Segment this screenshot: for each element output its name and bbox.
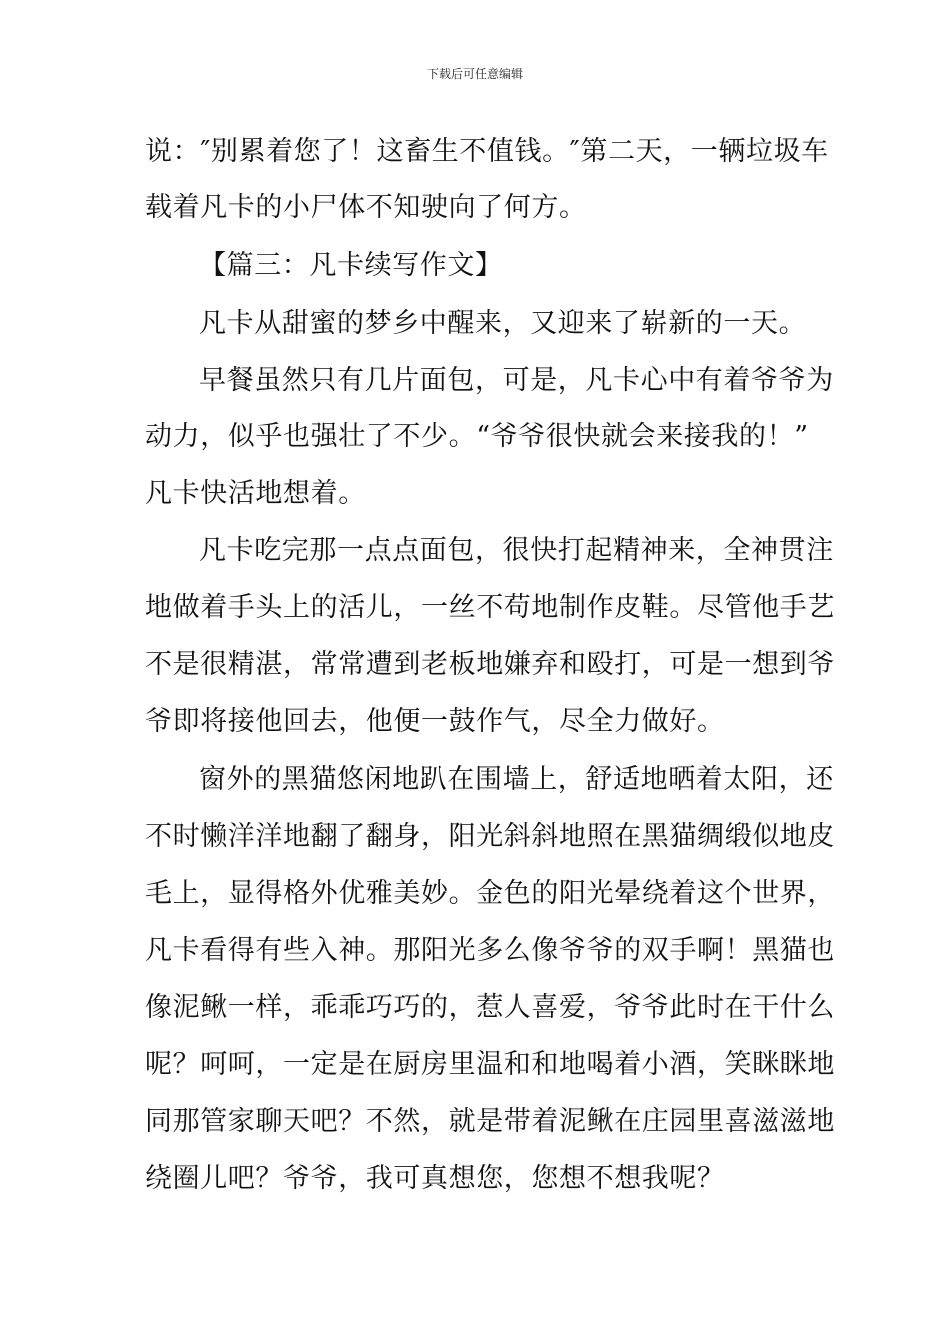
text-line: 载着凡卡的小尸体不知驶向了何方。 <box>145 192 587 223</box>
text-line: 不是很精湛，常常遭到老板地嫌弃和殴打，可是一想到爷 <box>145 649 835 680</box>
text-line: 说：″别累着您了！这畜生不值钱。″第二天，一辆垃圾车 <box>145 136 829 167</box>
section-heading: 【篇三：凡卡续写作文】 <box>199 250 503 281</box>
text-line: 同那管家聊天吧？不然，就是带着泥鳅在庄园里喜滋滋地 <box>145 1106 835 1137</box>
text-line: 呢？呵呵，一定是在厨房里温和和地喝着小酒，笑眯眯地 <box>145 1049 835 1080</box>
text-line: 不时懒洋洋地翻了翻身，阳光斜斜地照在黑猫绸缎似地皮 <box>145 821 835 852</box>
text-line: 毛上，显得格外优雅美妙。金色的阳光晕绕着这个世界， <box>145 878 835 909</box>
text-line: 像泥鳅一样，乖乖巧巧的，惹人喜爱，爷爷此时在干什么 <box>145 992 835 1023</box>
text-line: 绕圈儿吧？爷爷，我可真想您，您想不想我呢？ <box>145 1163 725 1194</box>
text-line: 地做着手头上的活儿，一丝不苟地制作皮鞋。尽管他手艺 <box>145 592 835 623</box>
text-line: 动力，似乎也强壮了不少。“爷爷很快就会来接我的！” <box>145 421 809 452</box>
paragraph-first-line: 早餐虽然只有几片面包，可是，凡卡心中有着爷爷为 <box>199 365 834 396</box>
paragraph-first-line: 凡卡从甜蜜的梦乡中醒来，又迎来了崭新的一天。 <box>199 308 807 339</box>
paragraph-first-line: 窗外的黑猫悠闲地趴在围墙上，舒适地晒着太阳，还 <box>199 764 834 795</box>
text-line: 爷即将接他回去，他便一鼓作气，尽全力做好。 <box>145 706 725 737</box>
text-line: 凡卡看得有些入神。那阳光多么像爷爷的双手啊！黑猫也 <box>145 935 835 966</box>
text-line: 凡卡快活地想着。 <box>145 478 366 509</box>
page-header: 下载后可任意编辑 <box>426 67 523 81</box>
paragraph-first-line: 凡卡吃完那一点点面包，很快打起精神来，全神贯注 <box>199 535 834 566</box>
